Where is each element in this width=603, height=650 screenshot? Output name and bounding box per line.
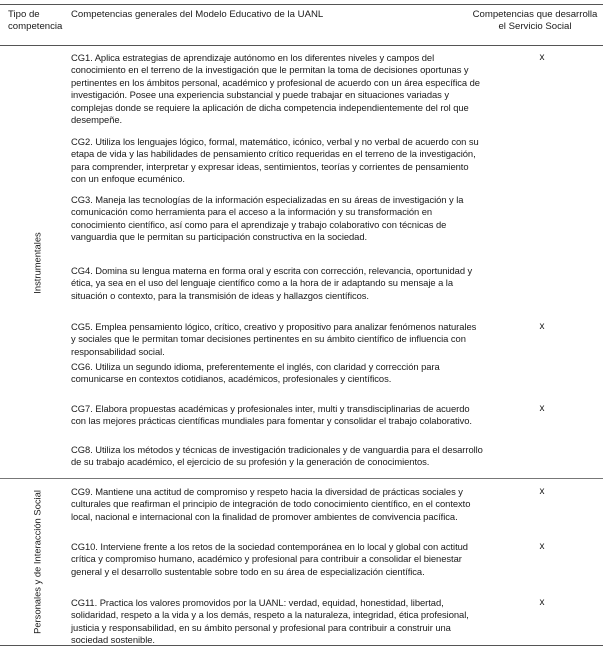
competency-cg6: CG6. Utiliza un segundo idioma, preferentemente el inglés, con claridad y corrección para comunicarse en contextos cotidianos, académicos, profesionales y científicos. (71, 361, 440, 385)
header-competencias: Competencias generales del Modelo Educativo de la UANL (71, 9, 324, 20)
competency-cg5: CG5. Emplea pensamiento lógico, crítico, creativo y propositivo para analizar fenómenos naturales y sociales que le permitan tomar decisiones pertinentes en su ámbito científico de influencia con responsabilidad social. (71, 321, 477, 357)
competency-cg3: CG3. Maneja las tecnologías de la información especializadas en su áreas de investigación y la comunicación como herramienta para el acceso a la información y su transformación en conocimiento científico, así como para el aprendizaje y trabajo colaborativo con técnicas de vanguardia que le permitan su participación constructiva en la sociedad. (71, 194, 464, 243)
mark-cg10: x (539, 541, 545, 552)
competency-cg8: CG8. Utiliza los métodos y técnicas de investigación tradicionales y de vanguardia para el desarrollo de su trabajo académico, el ejercicio de su profesión y la generación de conocimientos. (71, 444, 483, 468)
group-label-personales: Personales y de Interacción Social (31, 490, 43, 634)
mark-cg9: x (539, 486, 545, 497)
header-servicio-social: Competencias que desarrolla el Servicio Social (472, 9, 598, 32)
competency-cg7: CG7. Elabora propuestas académicas y profesionales inter, multi y transdisciplinarias de acuerdo con las mejores prácticas científicas mundiales para fomentar y consolidar el trabajo colaborativo. (71, 403, 472, 427)
table-bottom-rule (0, 645, 603, 646)
mark-cg11: x (539, 597, 545, 608)
competency-cg10: CG10. Interviene frente a los retos de la sociedad contemporánea en lo local y global con actitud crítica y compromiso humano, académico y profesional para contribuir a consolidar el bienestar general y el desarrollo sustentable sobre todo en su área de especialización científica. (71, 541, 468, 577)
mark-cg5: x (539, 321, 545, 332)
competency-cg1: CG1. Aplica estrategias de aprendizaje autónomo en los diferentes niveles y campos del conocimiento en el terreno de la investigación que le permitan la toma de decisiones oportunas y pertinentes en los ámbitos personal, académico y profesional de acuerdo con un área específica de investigación. Posee una experiencia substancial y puede trabajar en situaciones variadas y complejas donde se requiere la aplicación de dicha competencia independientemente del rol que desempeñe. (71, 52, 480, 126)
group-divider (0, 478, 603, 479)
table-top-rule (0, 4, 603, 5)
competency-cg9: CG9. Mantiene una actitud de compromiso y respeto hacia la diversidad de prácticas sociales y culturales que reafirman el principio de integración de todo conocimiento científico, en el contexto local, nacional e internacional con la finalidad de promover ambientes de convivencia pacífica. (71, 486, 471, 522)
header-tipo: Tipo de competencia (8, 9, 63, 32)
header-rule (0, 45, 603, 46)
competency-cg11: CG11. Practica los valores promovidos por la UANL: verdad, equidad, honestidad, libertad, solidaridad, respeto a la vida y a los demás, respeto a la naturaleza, integridad, ética profesional, justicia y responsabilidad, en su ámbito personal y profesional para contribuir a construir una sociedad sostenible. (71, 597, 469, 646)
group-label-instrumentales: Instrumentales (31, 232, 43, 294)
mark-cg1: x (539, 52, 545, 63)
competency-cg4: CG4. Domina su lengua materna en forma oral y escrita con corrección, relevancia, oportunidad y ética, ya sea en el uso del lenguaje científico como a la hora de ir adaptando su mensaje a la situación o contexto, para la transmisión de ideas y hallazgos científicos. (71, 265, 473, 301)
mark-cg7: x (539, 403, 545, 414)
competency-cg2: CG2. Utiliza los lenguajes lógico, formal, matemático, icónico, verbal y no verbal de acuerdo con su etapa de vida y las habilidades de pensamiento crítico requeridas en el terreno de la investigación, para comprender, interpretar y expresar ideas, sentimientos, teorías y corrientes de pensamiento con un enfoque ecuménico. (71, 136, 479, 185)
